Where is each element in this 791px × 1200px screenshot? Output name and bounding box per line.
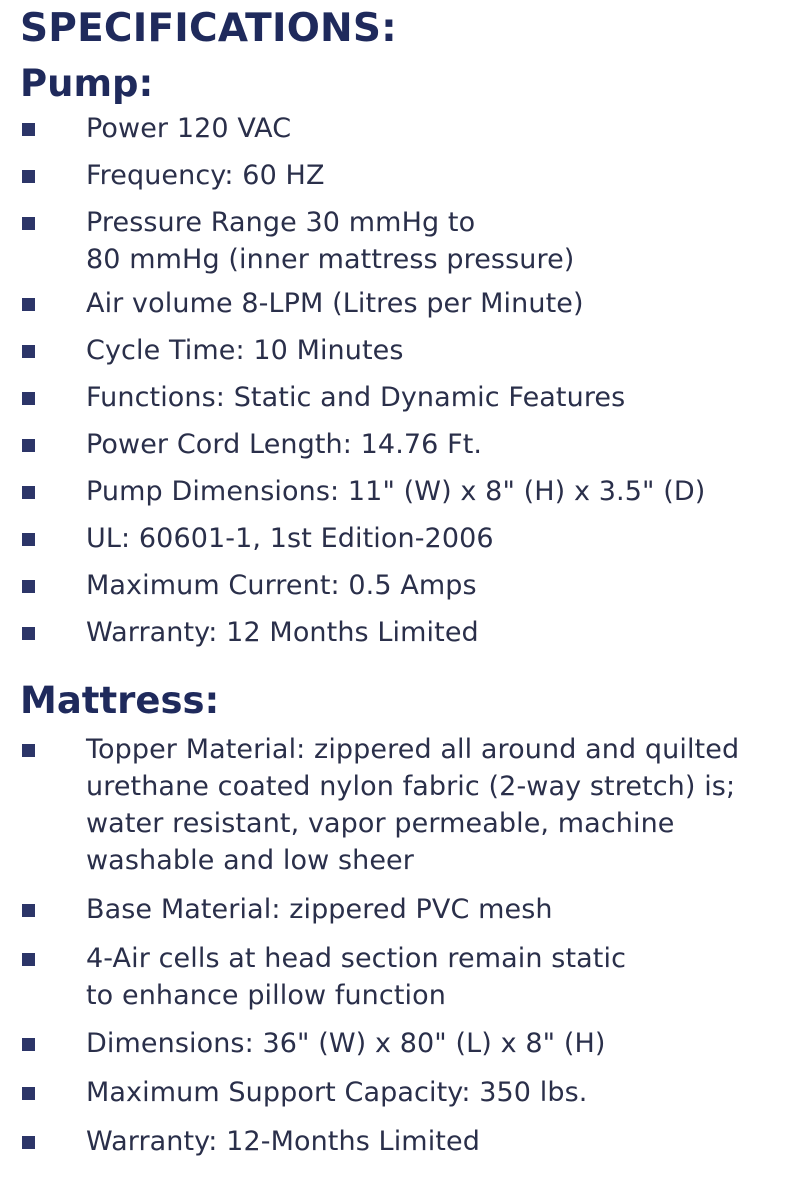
spec-text-line: 80 mmHg (inner mattress pressure) bbox=[86, 244, 575, 275]
square-bullet-icon bbox=[22, 627, 35, 640]
spec-text-line: Power 120 VAC bbox=[86, 113, 292, 144]
spec-text-line: Pump Dimensions: 11" (W) x 8" (H) x 3.5" (D) bbox=[86, 476, 706, 507]
mattress-section-title: Mattress: bbox=[20, 679, 220, 722]
spec-text-line: Warranty: 12 Months Limited bbox=[86, 617, 479, 648]
pump-section-title: Pump: bbox=[20, 62, 154, 105]
square-bullet-icon bbox=[22, 744, 35, 757]
spec-text bbox=[86, 891, 786, 928]
spec-text bbox=[86, 1074, 786, 1111]
spec-text-line: Base Material: zippered PVC mesh bbox=[86, 894, 553, 925]
spec-text-line: Pressure Range 30 mmHg to bbox=[86, 207, 476, 238]
spec-text-line: UL: 60601-1, 1st Edition-2006 bbox=[86, 523, 494, 554]
spec-text-line: washable and low sheer bbox=[86, 845, 414, 876]
spec-text-line: Frequency: 60 HZ bbox=[86, 160, 325, 191]
spec-text bbox=[86, 332, 786, 369]
square-bullet-icon bbox=[22, 1136, 35, 1149]
spec-text-line: Maximum Current: 0.5 Amps bbox=[86, 570, 477, 601]
square-bullet-icon bbox=[22, 953, 35, 966]
spec-text-line: to enhance pillow function bbox=[86, 980, 446, 1011]
spec-text bbox=[86, 285, 786, 322]
spec-text bbox=[86, 940, 786, 1014]
square-bullet-icon bbox=[22, 439, 35, 452]
spec-text bbox=[86, 110, 786, 147]
spec-text bbox=[86, 731, 786, 879]
spec-text-line: Air volume 8-LPM (Litres per Minute) bbox=[86, 288, 584, 319]
spec-text bbox=[86, 204, 786, 278]
square-bullet-icon bbox=[22, 580, 35, 593]
spec-text bbox=[86, 614, 786, 651]
spec-text-line: Maximum Support Capacity: 350 lbs. bbox=[86, 1077, 588, 1108]
square-bullet-icon bbox=[22, 904, 35, 917]
square-bullet-icon bbox=[22, 123, 35, 136]
square-bullet-icon bbox=[22, 392, 35, 405]
spec-text-line: 4-Air cells at head section remain static bbox=[86, 943, 627, 974]
square-bullet-icon bbox=[22, 217, 35, 230]
spec-text-line: Power Cord Length: 14.76 Ft. bbox=[86, 429, 483, 460]
spec-text bbox=[86, 473, 786, 510]
spec-text-line: Cycle Time: 10 Minutes bbox=[86, 335, 404, 366]
spec-text-line: Functions: Static and Dynamic Features bbox=[86, 382, 626, 413]
square-bullet-icon bbox=[22, 298, 35, 311]
square-bullet-icon bbox=[22, 486, 35, 499]
spec-text bbox=[86, 1123, 786, 1160]
spec-text-line: water resistant, vapor permeable, machine bbox=[86, 808, 675, 839]
spec-text-line: urethane coated nylon fabric (2-way stretch) is; bbox=[86, 771, 736, 802]
spec-text-line: Warranty: 12-Months Limited bbox=[86, 1126, 480, 1157]
square-bullet-icon bbox=[22, 1038, 35, 1051]
spec-text-line: Topper Material: zippered all around and quilted bbox=[86, 734, 740, 765]
square-bullet-icon bbox=[22, 533, 35, 546]
square-bullet-icon bbox=[22, 345, 35, 358]
page-title: SPECIFICATIONS: bbox=[20, 6, 397, 51]
spec-text-line: Dimensions: 36" (W) x 80" (L) x 8" (H) bbox=[86, 1028, 606, 1059]
spec-text bbox=[86, 379, 786, 416]
square-bullet-icon bbox=[22, 1087, 35, 1100]
spec-text bbox=[86, 520, 786, 557]
spec-text bbox=[86, 157, 786, 194]
square-bullet-icon bbox=[22, 170, 35, 183]
spec-text bbox=[86, 1025, 786, 1062]
spec-text bbox=[86, 426, 786, 463]
spec-text bbox=[86, 567, 786, 604]
